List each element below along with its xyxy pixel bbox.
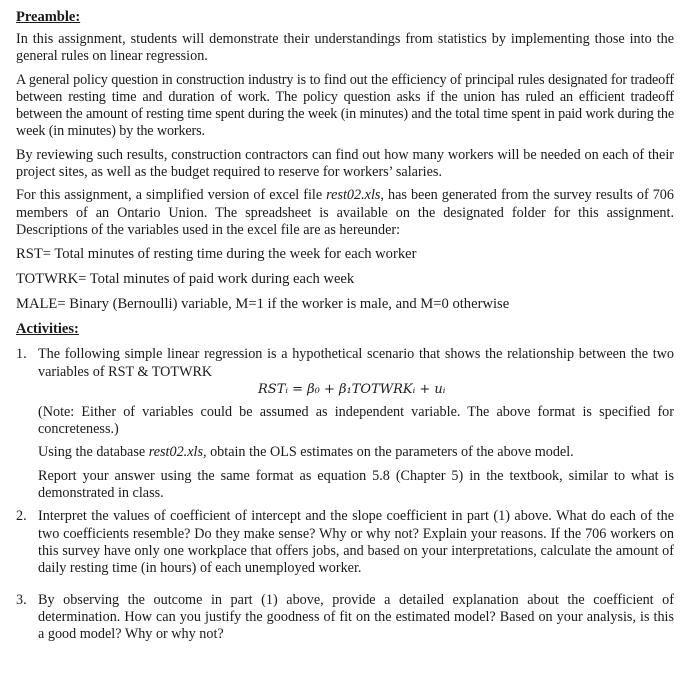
activities-heading: Activities: [16,321,79,338]
activity-item-1 [16,346,674,502]
preamble-heading: Preamble: [16,9,81,25]
activity-1-intro: The following simple linear regression is a hypothetical scenario that shows the relationship between the two variables of RST & TOTWRK [38,346,674,380]
activity-item-3 [16,592,674,644]
activity-number: 2. [16,508,27,525]
dataset-text-end: , has been generated from the survey results of 706 members of an Ontario Union. The spreadsheet is available on the designated folder for this assignment. Descriptions of the variables used in the excel file are as hereunder: [16,187,674,238]
activity-number: 3. [16,591,27,608]
preamble-paragraph-intro: In this assignment, students will demonstrate their understandings from statistics by implementing those into the general rules on linear regression. [16,31,674,65]
activity-1-task [38,444,674,461]
activity-3-text: By observing the outcome in part (1) above, provide a detailed explanation about the coefficient of determination. How can you justify the goodness of fit on the estimated model? Based on your analysis, is this a good model? Why or why not? [38,591,674,643]
variable-definition-rst: RST= Total minutes of resting time during the week for each worker [16,246,417,263]
variable-definition-totwrk: TOTWRK= Total minutes of paid work during each week [16,271,355,288]
task-filename: rest02.xls [148,444,203,461]
activity-1-report: Report your answer using the same format as equation 5.8 (Chapter 5) in the textbook, similar to what is demonstrated in class. [38,467,674,502]
activity-2-text: Interpret the values of coefficient of intercept and the slope coefficient in part (1) above. What do each of the two coefficients resemble? Do they make sense? Why or why not? Explain your reasons. If the 706 workers on this survey have only one workplace that offers jobs, and based on your interpretations, calculate the amount of daily resting time (in hours) of each unemployed worker. [38,508,674,577]
preamble-paragraph-contractors: By reviewing such results, construction contractors can find out how many workers will be needed on each of their project sites, as well as the budget required to reserve for workers’ salaries. [16,146,674,181]
task-text-start: Using the database [38,444,149,461]
regression-equation: RSTᵢ = β₀ + β₁TOTWRKᵢ + uᵢ [258,381,446,397]
activity-number: 1. [16,346,27,363]
dataset-text-start: For this assignment, a simplified version of excel file [16,187,327,204]
task-text-end: , obtain the OLS estimates on the parameters of the above model. [202,444,574,461]
activity-item-2 [16,508,674,577]
preamble-paragraph-dataset [16,187,674,239]
preamble-paragraph-policy: A general policy question in construction industry is to find out the efficiency of principal rules designated for tradeoff between resting time and duration of work. The policy question asks if the union has ruled an efficient tradeoff between the amount of resting time spent during the week (in minutes) and the total time spent in paid work during the week (in minutes) by the workers. [16,71,674,140]
activity-1-note: (Note: Either of variables could be assumed as independent variable. The above format is specified for concreteness.) [38,403,674,438]
assignment-document [16,8,674,649]
variable-definition-male: MALE= Binary (Bernoulli) variable, M=1 if the worker is male, and M=0 otherwise [16,296,510,313]
dataset-filename: rest02.xls [326,187,381,204]
